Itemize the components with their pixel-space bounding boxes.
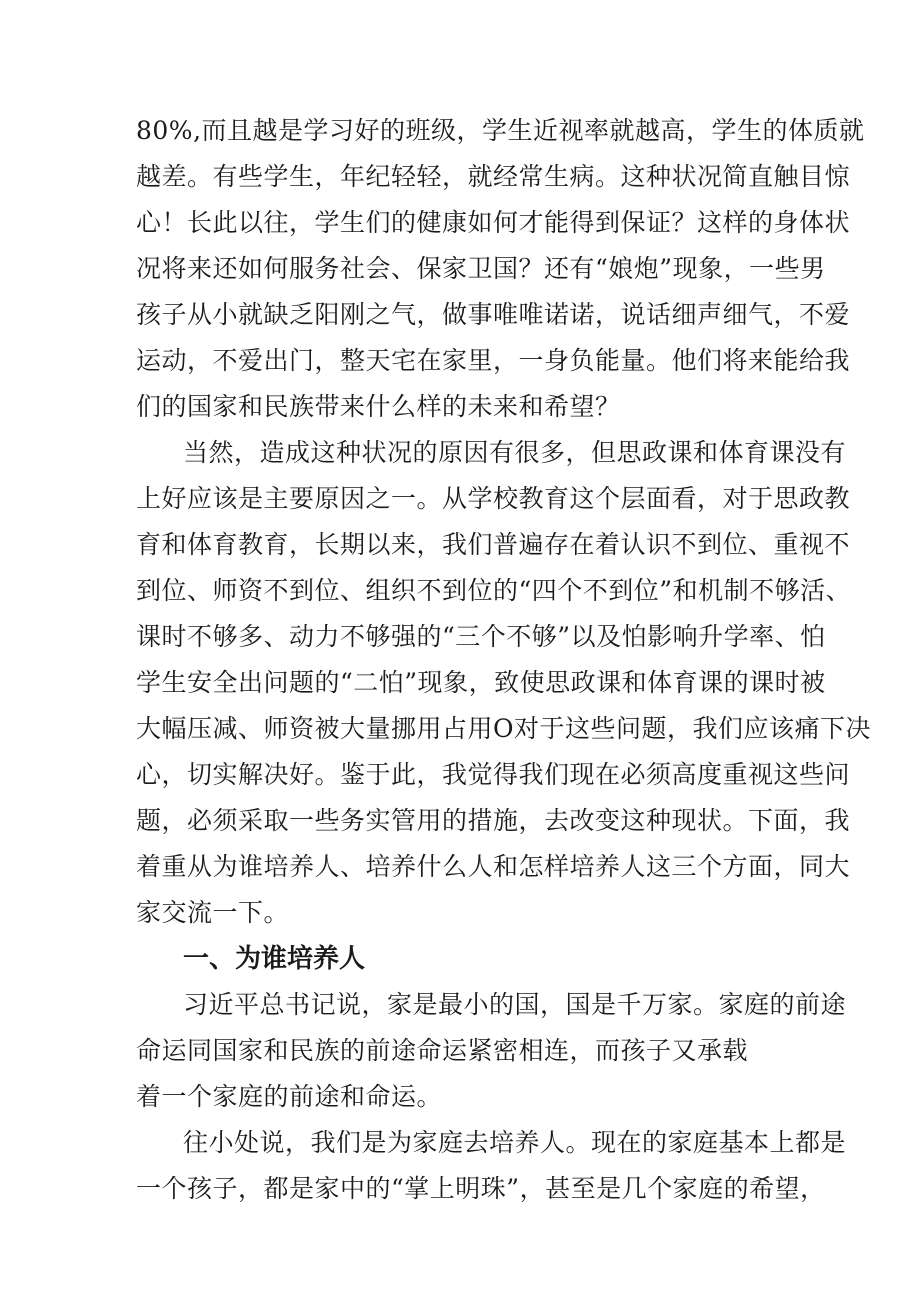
- paragraph-1-line-5: 孩子从小就缺乏阳刚之气，做事唯唯诺诺，说话细声细气，不爱: [136, 300, 851, 329]
- paragraph-3-line-1: 习近平总书记说，家是最小的国，国是千万家。家庭的前途: [183, 990, 847, 1019]
- paragraph-1-line-4: 况将来还如何服务社会、保家卫国？还有“娘炮”现象，一些男: [136, 254, 826, 283]
- paragraph-2-line-2: 上好应该是主要原因之一。从学校教育这个层面看，对于思政教: [136, 484, 851, 513]
- paragraph-4-line-1: 往小处说，我们是为家庭去培养人。现在的家庭基本上都是: [183, 1128, 847, 1157]
- paragraph-2-line-3: 育和体育教育，长期以来，我们普遍存在着认识不到位、重视不: [136, 530, 851, 559]
- section-heading: 一、为谁培养人: [183, 944, 366, 974]
- paragraph-1-line-6: 运动，不爱出门，整天宅在家里，一身负能量。他们将来能给我: [136, 346, 851, 375]
- paragraph-2-line-4: 到位、师资不到位、组织不到位的“四个不到位”和机制不够活、: [136, 576, 852, 605]
- paragraph-1-line-1: 80%,而且越是学习好的班级，学生近视率就越高，学生的体质就: [136, 116, 865, 145]
- paragraph-4-line-2: 一个孩子，都是家中的“掌上明珠”，甚至是几个家庭的希望，: [136, 1174, 826, 1203]
- paragraph-2-line-5: 课时不够多、动力不够强的“三个不够”以及怕影响升学率、怕: [136, 622, 826, 651]
- paragraph-2-line-9: 题，必须采取一些务实管用的措施，去改变这种现状。下面，我: [136, 806, 851, 835]
- paragraph-2-line-1: 当然，造成这种状况的原因有很多，但思政课和体育课没有: [183, 438, 847, 467]
- paragraph-2-line-10: 着重从为谁培养人、培养什么人和怎样培养人这三个方面，同大: [136, 852, 851, 881]
- paragraph-3-line-2: 命运同国家和民族的前途命运紧密相连，而孩子又承载: [136, 1036, 749, 1065]
- paragraph-2-line-11: 家交流一下。: [136, 898, 290, 927]
- paragraph-1-line-2: 越差。有些学生，年纪轻轻，就经常生病。这种状况简直触目惊: [136, 162, 851, 191]
- paragraph-2-line-8: 心，切实解决好。鉴于此，我觉得我们现在必须高度重视这些问: [136, 760, 851, 789]
- paragraph-1-line-7: 们的国家和民族带来什么样的未来和希望？: [136, 392, 621, 421]
- paragraph-1-line-3: 心！长此以往，学生们的健康如何才能得到保证？这样的身体状: [136, 208, 851, 237]
- paragraph-2-line-7: 大幅压减、师资被大量挪用占用O对于这些问题，我们应该痛下决: [136, 714, 871, 743]
- paragraph-3-line-3: 着一个家庭的前途和命运。: [136, 1082, 443, 1111]
- paragraph-2-line-6: 学生安全出问题的“二怕”现象，致使思政课和体育课的课时被: [136, 668, 826, 697]
